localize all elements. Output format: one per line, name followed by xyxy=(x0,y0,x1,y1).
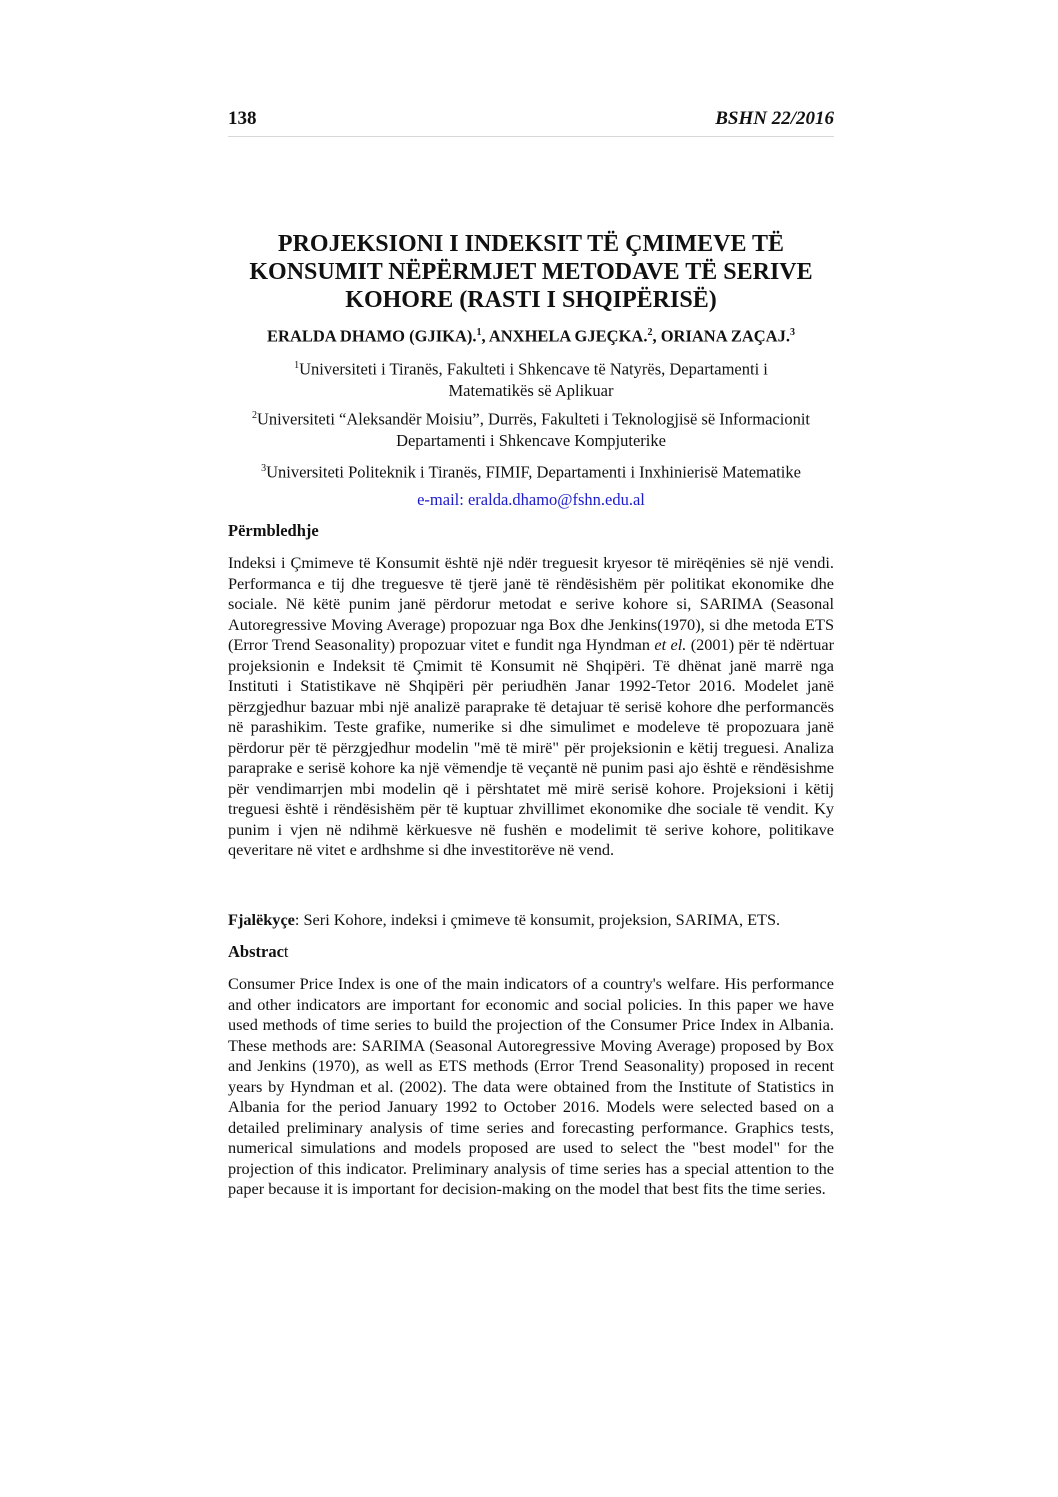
affiliation-3-line-1: Universiteti Politeknik i Tiranës, FIMIF, Departamenti i Inxhinierisë Matematike xyxy=(266,462,801,482)
title-line-3: KOHORE (RASTI I SHQIPËRISË) xyxy=(345,287,717,313)
author-1: ERALDA DHAMO (GJIKA). xyxy=(267,326,477,346)
abstract-en-heading-rest: t xyxy=(283,942,289,961)
abstract-en-text: Consumer Price Index is one of the main indicators of a country's welfare. His performance and other indicators are important for economic and social policies. In this paper we have used methods of time series to build the projection of the Consumer Price Index in Albania. These methods are: SARIMA (Seasonal Autoregressive Moving Average) proposed by Box and Jenkins (1970), as well as ETS methods (Error Trend Seasonality) proposed in recent years by Hyndman et al. (2002). The data were obtained from the Institute of Statistics in Albania for the period January 1992 to October 2016. Models were selected based on a detailed preliminary analysis of time series and forecasting performance. Graphics tests, numerical simulations and models proposed are used to select the "best model" for the projection of this indicator. Preliminary analysis of time series has a special attention to the paper because it is important for decision-making on the model that best fits the time series. xyxy=(228,974,834,1198)
affiliation-3-sup: 3 xyxy=(261,463,267,474)
contact-email[interactable]: e-mail: eralda.dhamo@fshn.edu.al xyxy=(417,490,645,509)
affiliation-3 xyxy=(228,458,834,483)
abstract-sq-italic: et el. xyxy=(654,635,687,654)
author-2-sup: 2 xyxy=(647,327,653,338)
abstract-sq-part-1: Indeksi i Çmimeve të Konsumit është një ndër treguesit kryesor të mirëqënies së një vendi. Performanca e tij dhe treguesve të tjerë janë të rëndësishëm për politikat ekonomike dhe sociale. Në këtë punim janë përdorur metodat e serive kohore si, SARIMA (Seasonal Autoregressive Moving Average) propozuar nga Box dhe Jenkins(1970), si dhe metoda ETS (Error Trend Seasonality) propozuar vitet e fundit nga Hyndman xyxy=(228,553,834,654)
abstract-en-heading xyxy=(228,942,289,962)
page-number: 138 xyxy=(228,108,257,129)
affiliation-1-line-1: Universiteti i Tiranës, Fakulteti i Shkencave të Natyrës, Departamenti i xyxy=(299,359,768,379)
affiliation-1 xyxy=(228,355,834,401)
keywords xyxy=(228,910,834,931)
running-header xyxy=(228,108,834,137)
affiliation-1-line-2: Matematikës së Aplikuar xyxy=(448,380,614,400)
abstract-sq-part-2: (2001) për të ndërtuar projeksionin e Indeksit të Çmimit të Konsumit në Shqipëri. Të dhënat janë marrë nga Instituti i Statistikave në Shqipëri për periudhën Janar 1992-Tetor 2016. Modelet janë përzgjedhur bazuar mbi një analizë paraprake të detajuar të serisë kohore dhe performancës në parashikim. Teste grafike, numerike si dhe simulimet e modeleve të propozuara janë përdorur për të përzgjedhur modelin "më të mirë" për projeksionin e këtij treguesi. Analiza paraprake e serisë kohore ka një vëmendje të veçantë në punim pasi ajo është e rëndësishme për vendimarrjen mbi modelin që i përshtatet më mirë serisë kohore. Projeksioni i këtij treguesi është i rëndësishëm për të kuptuar zhvillimet ekonomike dhe sociale të vendit. Ky punim i vjen në ndihmë kërkuesve në fushën e modelimit të serive kohore, politikave qeveritare në vitet e ardhshme si dhe investitorëve në vend. xyxy=(228,635,835,859)
affiliation-2 xyxy=(228,405,834,451)
affiliation-1-sup: 1 xyxy=(294,360,300,371)
abstract-sq-heading: Përmbledhje xyxy=(228,521,319,540)
journal-issue: BSHN 22/2016 xyxy=(715,108,834,129)
paper-title xyxy=(228,230,834,314)
author-list xyxy=(228,322,834,348)
author-3-sup: 3 xyxy=(789,327,795,338)
author-2: , ANXHELA GJEÇKA. xyxy=(481,326,648,346)
abstract-sq-text xyxy=(228,553,834,861)
abstract-en-heading-bold: Abstrac xyxy=(228,942,284,961)
affiliation-2-line-2: Departamenti i Shkencave Kompjuterike xyxy=(396,430,666,450)
keywords-label: Fjalëkyçe xyxy=(228,910,295,929)
keywords-text: : Seri Kohore, indeksi i çmimeve të konsumit, projeksion, SARIMA, ETS. xyxy=(294,910,781,929)
affiliation-2-line-1: Universiteti “Aleksandër Moisiu”, Durrës, Fakulteti i Teknologjisë së Informacionit xyxy=(257,409,810,429)
author-1-sup: 1 xyxy=(476,327,482,338)
title-line-1: PROJEKSIONI I INDEKSIT TË ÇMIMEVE TË xyxy=(277,231,785,257)
author-3: , ORIANA ZAÇAJ. xyxy=(652,326,790,346)
affiliation-2-sup: 2 xyxy=(252,410,257,421)
title-line-2: KONSUMIT NËPËRMJET METODAVE TË SERIVE xyxy=(249,259,813,285)
